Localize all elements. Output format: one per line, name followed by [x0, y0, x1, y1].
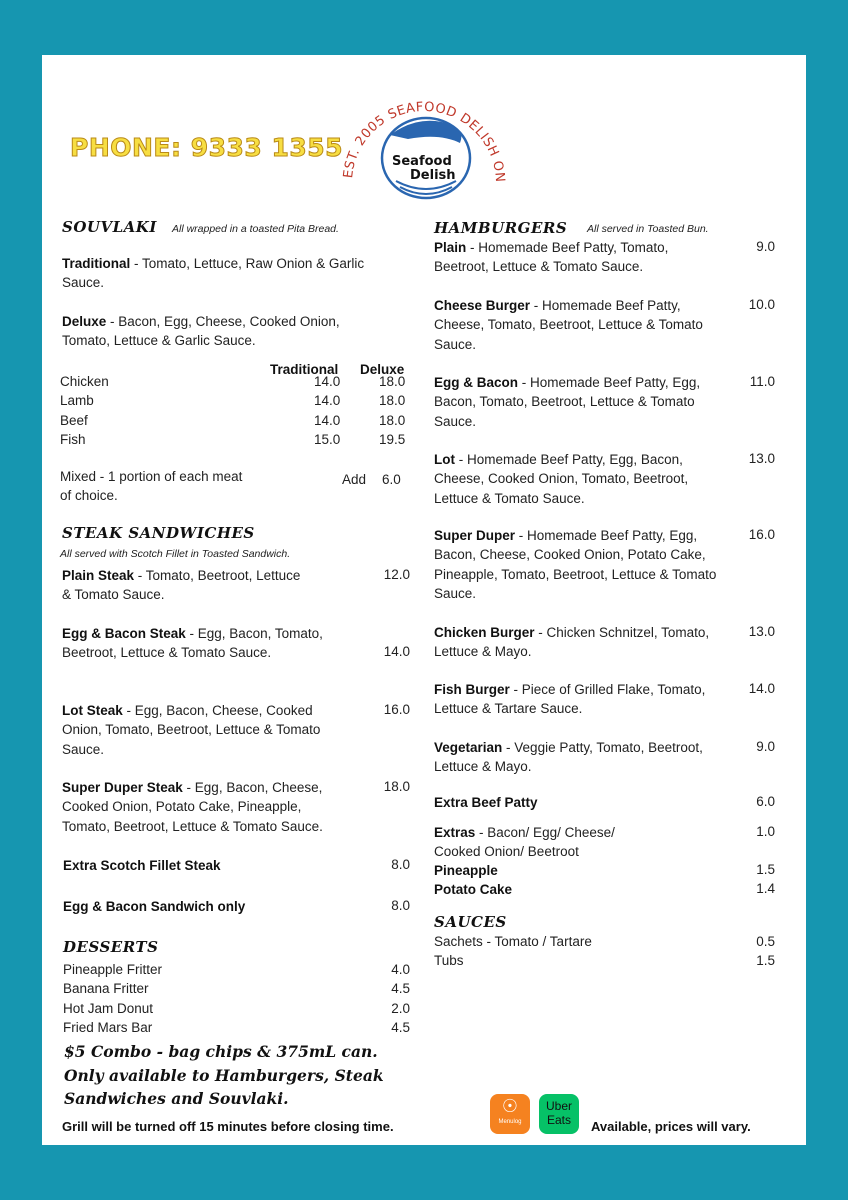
burger-item: Cheese Burger - Homemade Beef Patty, Cheese, Tomato, Beetroot, Lettuce & Tomato Sauce.: [434, 298, 703, 352]
burger-item-price: 1.5: [756, 862, 775, 877]
burger-item: Lot - Homemade Beef Patty, Egg, Bacon, Cheese, Cooked Onion, Tomato, Beetroot, Lettuce & Tomato Sauce.: [434, 452, 689, 506]
ubereats-line2: Eats: [546, 1113, 571, 1127]
ubereats-line1: Uber: [545, 1099, 572, 1113]
menu-page: [42, 55, 806, 1145]
burger-item: Super Duper - Homemade Beef Patty, Egg, Bacon, Cheese, Cooked Onion, Potato Cake, Pineapple, Tomato, Beetroot, Lettuce & Tomato Sauce.: [434, 528, 717, 601]
burger-item-price: 13.0: [748, 451, 775, 466]
menulog-icon[interactable]: [490, 1094, 530, 1134]
burger-item-price: 13.0: [748, 624, 775, 639]
steak-note: All served with Scotch Fillet in Toasted Sandwich.: [60, 548, 291, 560]
souvlaki-mixed: Mixed - 1 portion of each meat of choice.: [60, 469, 243, 504]
burger-item: Extra Beef Patty: [434, 795, 538, 810]
table-row: Fish 15.0 19.5: [60, 431, 406, 447]
steak-item: Plain Steak - Tomato, Beetroot, Lettuce & Tomato Sauce.: [62, 568, 301, 603]
grill-note: Grill will be turned off 15 minutes before closing time.: [62, 1119, 394, 1134]
souvlaki-price-table: [60, 372, 412, 449]
steak-item-price: 14.0: [383, 644, 410, 659]
souvlaki-mixed-add: Add: [342, 472, 367, 487]
steak-item: Egg & Bacon Sandwich only: [63, 899, 246, 914]
logo-arc-text: EST. 2005 SEAFOOD DELISH ON: [341, 99, 508, 183]
list-item: Hot Jam Donut 2.0: [63, 1000, 410, 1016]
list-item: Sachets - Tomato / Tartare 0.5: [434, 934, 775, 949]
menulog-glyph: ☉: [501, 1096, 519, 1116]
steak-item-price: 16.0: [383, 702, 410, 717]
desserts-list: [63, 960, 410, 1037]
burger-item: Plain - Homemade Beef Patty, Tomato, Beetroot, Lettuce & Tomato Sauce.: [434, 240, 669, 275]
burger-item-price: 1.4: [756, 881, 775, 896]
logo-line1: Seafood: [392, 154, 452, 169]
souvlaki-title: SOUVLAKI: [62, 218, 157, 236]
sauces-list: [434, 932, 775, 971]
col-header-deluxe: Deluxe: [360, 362, 405, 377]
steak-item-price: 8.0: [391, 857, 410, 872]
menulog-label: Menulog: [498, 1119, 522, 1125]
steak-title: STEAK SANDWICHES: [62, 524, 255, 542]
steak-item: Extra Scotch Fillet Steak: [63, 858, 221, 873]
list-item: Fried Mars Bar 4.5: [63, 1019, 410, 1035]
list-item: Pineapple Fritter 4.0: [63, 962, 410, 977]
list-item: Banana Fritter 4.5: [63, 981, 410, 997]
burger-item: Fish Burger - Piece of Grilled Flake, Tomato, Lettuce & Tartare Sauce.: [434, 682, 706, 717]
steak-item-price: 12.0: [383, 567, 410, 582]
souvlaki-item-traditional: Traditional - Tomato, Lettuce, Raw Onion & Garlic Sauce.: [62, 256, 365, 291]
burger-item: Extras - Bacon/ Egg/ Cheese/ Cooked Onion/ Beetroot: [434, 825, 615, 860]
burger-item-price: 9.0: [756, 239, 775, 254]
hamburgers-note: All served in Toasted Bun.: [587, 223, 709, 235]
souvlaki-mixed-price: 6.0: [382, 472, 401, 487]
table-row: Beef 14.0 18.0: [60, 412, 406, 428]
burger-item-price: 16.0: [748, 527, 775, 542]
souvlaki-note: All wrapped in a toasted Pita Bread.: [172, 223, 339, 235]
desserts-title: DESSERTS: [63, 938, 159, 956]
hamburgers-title: HAMBURGERS: [434, 219, 568, 237]
steak-item: Egg & Bacon Steak - Egg, Bacon, Tomato, Beetroot, Lettuce & Tomato Sauce.: [62, 626, 323, 661]
burger-item: Chicken Burger - Chicken Schnitzel, Tomato, Lettuce & Mayo.: [434, 625, 710, 660]
sauces-title: SAUCES: [434, 913, 507, 931]
burger-item-price: 6.0: [756, 794, 775, 809]
seafood-delish-logo: [330, 73, 520, 203]
burger-item: Vegetarian - Veggie Patty, Tomato, Beetroot, Lettuce & Mayo.: [434, 740, 703, 775]
burger-item: Egg & Bacon - Homemade Beef Patty, Egg, Bacon, Tomato, Beetroot, Lettuce & Tomato Sauce.: [434, 375, 701, 429]
burger-item-price: 14.0: [748, 681, 775, 696]
burger-item: Pineapple: [434, 863, 498, 878]
col-header-traditional: Traditional: [270, 362, 339, 377]
list-item: Tubs 1.5: [434, 953, 775, 969]
steak-item-price: 8.0: [391, 898, 410, 913]
steak-item: Lot Steak - Egg, Bacon, Cheese, Cooked Onion, Tomato, Beetroot, Lettuce & Tomato Sauce.: [62, 703, 321, 757]
souvlaki-item-deluxe: Deluxe - Bacon, Egg, Cheese, Cooked Onion, Tomato, Lettuce & Garlic Sauce.: [62, 314, 340, 349]
table-row: Chicken 14.0 18.0: [60, 374, 406, 389]
logo-graphic: [330, 73, 520, 203]
burger-item-price: 10.0: [748, 297, 775, 312]
burger-item-price: 11.0: [749, 374, 775, 389]
burger-item-price: 9.0: [756, 739, 775, 754]
combo-offer: $5 Combo - bag chips & 375mL can. Only available to Hamburgers, Steak Sandwiches and Souvlaki.: [64, 1042, 384, 1108]
steak-item-price: 18.0: [383, 779, 410, 794]
burger-item: Potato Cake: [434, 882, 513, 897]
steak-item: Super Duper Steak - Egg, Bacon, Cheese, Cooked Onion, Potato Cake, Pineapple, Tomato, Beetroot, Lettuce & Tomato Sauce.: [62, 780, 323, 834]
table-row: Lamb 14.0 18.0: [60, 393, 406, 409]
burger-item-price: 1.0: [756, 824, 775, 839]
delivery-available-text: Available, prices will vary.: [591, 1119, 751, 1134]
logo-line2: Delish: [410, 168, 456, 183]
phone-number: PHONE: 9333 1355: [70, 133, 344, 162]
ubereats-icon[interactable]: [539, 1094, 579, 1134]
